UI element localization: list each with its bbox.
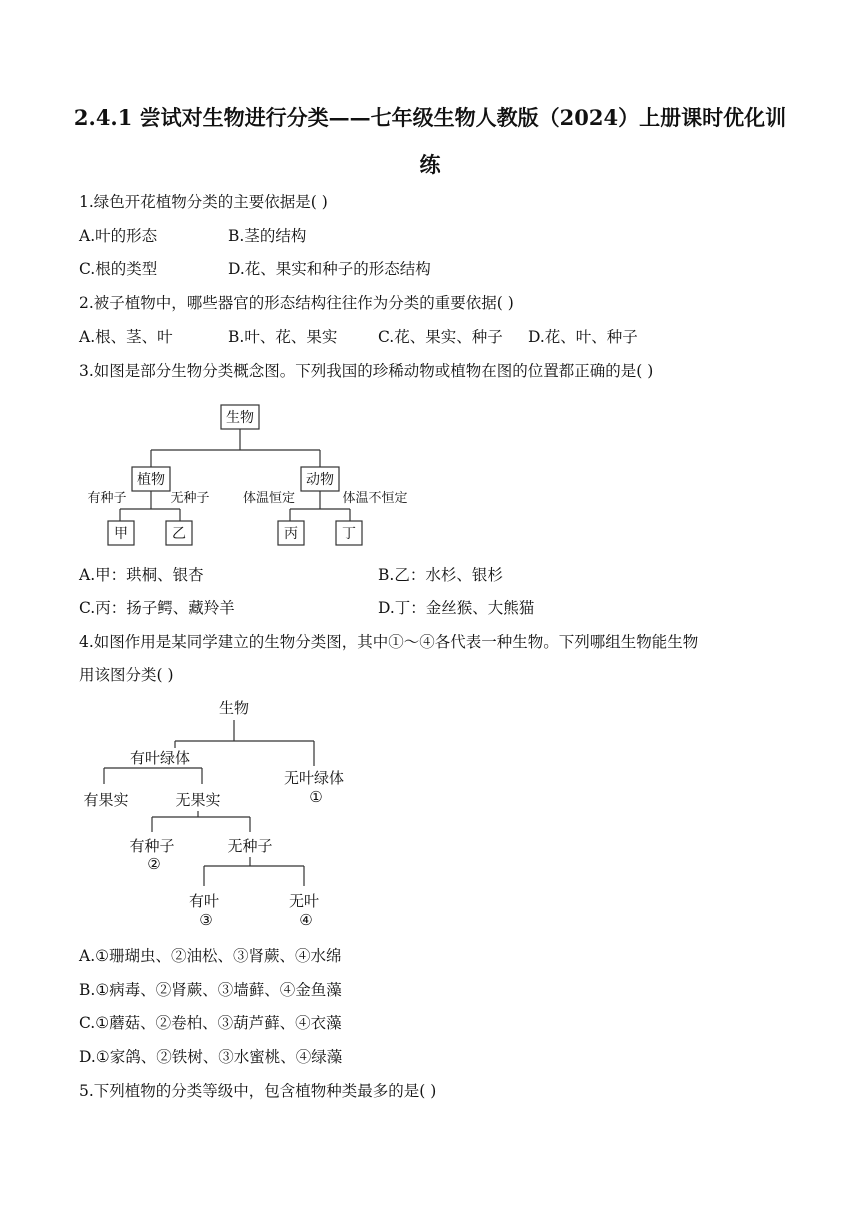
question-4-option-a: A.①珊瑚虫、②油松、③肾蕨、④水绵 xyxy=(79,947,342,965)
q4-marker-3: ③ xyxy=(199,911,213,929)
q4-node-no-leaf: 无叶 xyxy=(288,892,320,910)
question-3-stem: 3.如图是部分生物分类概念图。下列我国的珍稀动物或植物在图的位置都正确的是( ) xyxy=(79,362,654,380)
question-4-option-c: C.①蘑菇、②卷柏、③葫芦藓、④衣藻 xyxy=(79,1014,342,1032)
question-4-option-b: B.①病毒、②肾蕨、③墙藓、④金鱼藻 xyxy=(79,981,342,999)
question-2-option-d: D.花、叶、种子 xyxy=(528,328,638,346)
question-1-stem: 1.绿色开花植物分类的主要依据是( ) xyxy=(79,193,328,211)
q3-label-cold: 体温不恒定 xyxy=(342,491,408,506)
q4-node-root: 生物 xyxy=(218,699,250,717)
q4-node-no-fruit: 无果实 xyxy=(175,791,221,809)
page-title-line1: 2.4.1 尝试对生物进行分类——七年级生物人教版（2024）上册课时优化训 xyxy=(73,105,787,130)
q3-node-jia: 甲 xyxy=(114,526,128,542)
q3-node-plant: 植物 xyxy=(137,472,165,488)
q4-marker-4: ④ xyxy=(299,911,313,929)
page-title-line2: 练 xyxy=(419,152,441,177)
q4-node-has-leaf: 有叶 xyxy=(188,892,220,910)
q3-node-yi: 乙 xyxy=(172,526,186,542)
question-3-option-a: A.甲：珙桐、银杏 xyxy=(79,566,204,584)
question-1-option-b: B.茎的结构 xyxy=(228,227,307,245)
question-4-option-d: D.①家鸽、②铁树、③水蜜桃、④绿藻 xyxy=(79,1048,343,1066)
q3-node-ding: 丁 xyxy=(342,526,356,542)
q4-node-has-fruit: 有果实 xyxy=(83,791,129,809)
question-2-option-a: A.根、茎、叶 xyxy=(79,328,173,346)
q3-node-bing: 丙 xyxy=(284,526,298,542)
question-3-option-d: D.丁：金丝猴、大熊猫 xyxy=(378,599,535,617)
question-1-option-d: D.花、果实和种子的形态结构 xyxy=(228,260,431,278)
question-3-option-b: B.乙：水杉、银杉 xyxy=(378,566,503,584)
classification-diagram-q3 xyxy=(70,395,430,555)
q4-marker-2: ② xyxy=(147,855,161,873)
question-4-stem-line2: 用该图分类( ) xyxy=(79,666,174,684)
question-5-stem: 5.下列植物的分类等级中，包含植物种类最多的是( ) xyxy=(79,1082,437,1100)
question-1-option-c: C.根的类型 xyxy=(79,260,158,278)
q3-label-no-seed: 无种子 xyxy=(170,491,210,506)
q3-label-has-seed: 有种子 xyxy=(87,491,127,506)
q4-node-chlorophyll: 有叶绿体 xyxy=(129,749,191,767)
q3-label-warm: 体温恒定 xyxy=(242,491,296,506)
question-2-stem: 2.被子植物中，哪些器官的形态结构往往作为分类的重要依据( ) xyxy=(79,294,514,312)
q3-node-animal: 动物 xyxy=(306,472,334,488)
q3-node-root: 生物 xyxy=(226,410,254,426)
q4-marker-1: ① xyxy=(309,788,323,806)
question-2-option-b: B.叶、花、果实 xyxy=(228,328,338,346)
classification-diagram-q4 xyxy=(70,690,390,940)
question-1-option-a: A.叶的形态 xyxy=(79,227,158,245)
q4-node-no-seed: 无种子 xyxy=(227,837,273,855)
q4-node-no-chlorophyll: 无叶绿体 xyxy=(283,769,345,787)
question-3-option-c: C.丙：扬子鳄、藏羚羊 xyxy=(79,599,235,617)
q4-node-has-seed: 有种子 xyxy=(129,837,175,855)
question-2-option-c: C.花、果实、种子 xyxy=(378,328,503,346)
question-4-stem-line1: 4.如图作用是某同学建立的生物分类图，其中①～④各代表一种生物。下列哪组生物能生物 xyxy=(79,633,699,651)
